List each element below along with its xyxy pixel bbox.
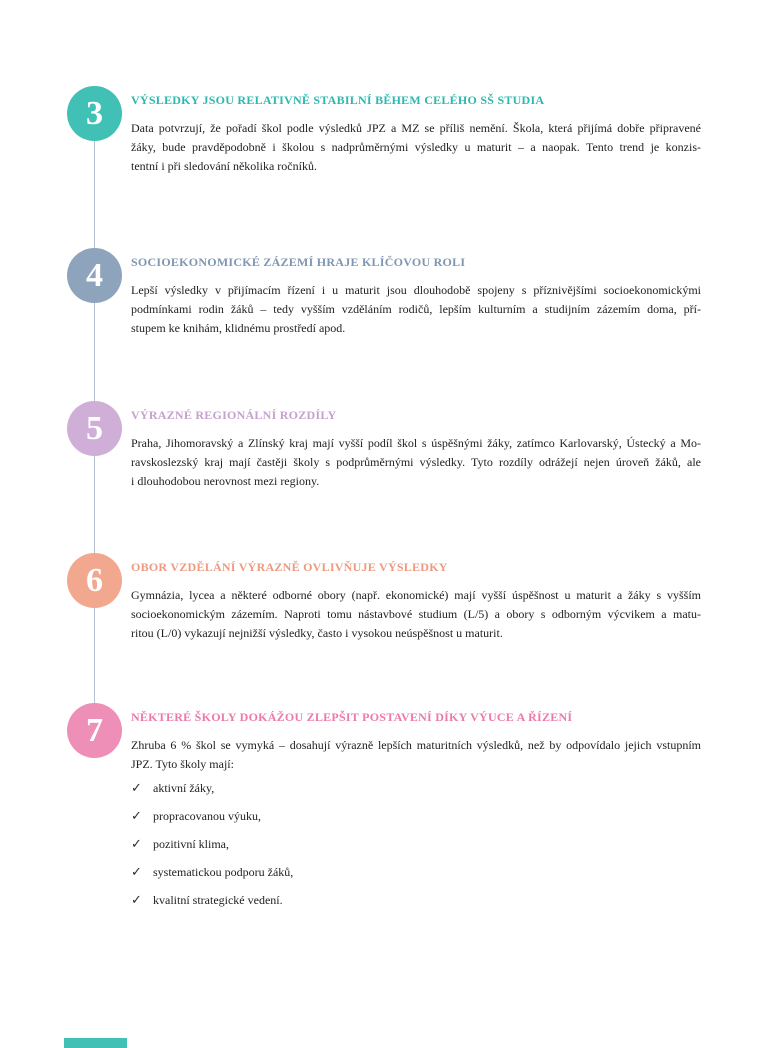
body-line: ritou (L/0) vykazují nejnižší výsledky, často i vysokou neúspěšnost u maturit. [131, 626, 503, 640]
section-3 [0, 86, 769, 246]
body-line: podmínkami rodin žáků – tedy vyšším vzděláním rodičů, lepším kulturním a studijním zázemím doma, pří- [131, 302, 701, 316]
section-5-number-badge: 5 [67, 401, 122, 456]
body-line: žáky, bude pravděpodobně i školou s nadprůměrnými výsledky u maturit – a naopak. Tento trend je konzis- [131, 140, 701, 154]
check-icon: ✓ [131, 837, 142, 852]
check-icon: ✓ [131, 809, 142, 824]
body-line: Praha, Jihomoravský a Zlínský kraj mají vyšší podíl škol s úspěšnými žáky, zatímco Karlovarský, Ústecký a Mo- [131, 436, 701, 450]
section-5-heading: VÝRAZNÉ REGIONÁLNÍ ROZDÍLY [131, 408, 337, 422]
section-7 [0, 703, 769, 933]
checklist-item-label: propracovanou výuku, [153, 809, 261, 823]
body-line: Data potvrzují, že pořadí škol podle výsledků JPZ a MZ se příliš nemění. Škola, která přijímá dobře připravené [131, 121, 701, 135]
body-line: tentní i při sledování několika ročníků. [131, 159, 317, 173]
check-icon: ✓ [131, 893, 142, 908]
section-6-body [131, 586, 701, 643]
section-7-checklist [131, 779, 701, 919]
section-4-body [131, 281, 701, 338]
footer-accent-bar [64, 1038, 127, 1048]
body-line: Zhruba 6 % škol se vymyká – dosahují výrazně lepších maturitních výsledků, než by odpovídalo jejich vstupním [131, 738, 701, 752]
checklist-item [131, 835, 701, 854]
section-5-body [131, 434, 701, 491]
section-4-heading: SOCIOEKONOMICKÉ ZÁZEMÍ HRAJE KLÍČOVOU ROLI [131, 255, 466, 269]
section-6 [0, 553, 769, 703]
section-4 [0, 248, 769, 398]
checklist-item-label: kvalitní strategické vedení. [153, 893, 283, 907]
section-3-body [131, 119, 701, 176]
body-line: JPZ. Tyto školy mají: [131, 757, 234, 771]
checklist-item [131, 779, 701, 798]
section-3-heading: VÝSLEDKY JSOU RELATIVNĚ STABILNÍ BĚHEM CELÉHO SŠ STUDIA [131, 93, 545, 107]
section-4-number-badge: 4 [67, 248, 122, 303]
body-line: i dlouhodobou nerovnost mezi regiony. [131, 474, 320, 488]
checklist-item [131, 891, 701, 910]
check-icon: ✓ [131, 781, 142, 796]
check-icon: ✓ [131, 865, 142, 880]
checklist-item [131, 863, 701, 882]
body-line: Gymnázia, lycea a některé odborné obory (např. ekonomické) mají vyšší úspěšnost u maturit a žáky s vyšším [131, 588, 701, 602]
section-6-number-badge: 6 [67, 553, 122, 608]
checklist-item-label: aktivní žáky, [153, 781, 215, 795]
checklist-item-label: pozitivní klima, [153, 837, 229, 851]
checklist-item-label: systematickou podporu žáků, [153, 865, 294, 879]
section-7-heading: NĚKTERÉ ŠKOLY DOKÁŽOU ZLEPŠIT POSTAVENÍ DÍKY VÝUCE A ŘÍZENÍ [131, 710, 573, 724]
body-line: socioekonomickým zázemím. Naproti tomu nástavbové studium (L/5) a obory s odborným výcvikem a matu- [131, 607, 701, 621]
checklist-item [131, 807, 701, 826]
section-5 [0, 401, 769, 551]
body-line: stupem ke knihám, klidnému prostředí apod. [131, 321, 346, 335]
body-line: ravskoslezský kraj mají častěji školy s podprůměrnými výsledky. Tyto rozdíly odrážejí nejen úroveň žáků, ale [131, 455, 701, 469]
section-7-number-badge: 7 [67, 703, 122, 758]
section-6-heading: OBOR VZDĚLÁNÍ VÝRAZNĚ OVLIVŇUJE VÝSLEDKY [131, 560, 448, 574]
section-7-body [131, 736, 701, 774]
body-line: Lepší výsledky v přijímacím řízení i u maturit jsou dlouhodobě spojeny s příznivějšími socioekonomickými [131, 283, 701, 297]
section-3-number-badge: 3 [67, 86, 122, 141]
